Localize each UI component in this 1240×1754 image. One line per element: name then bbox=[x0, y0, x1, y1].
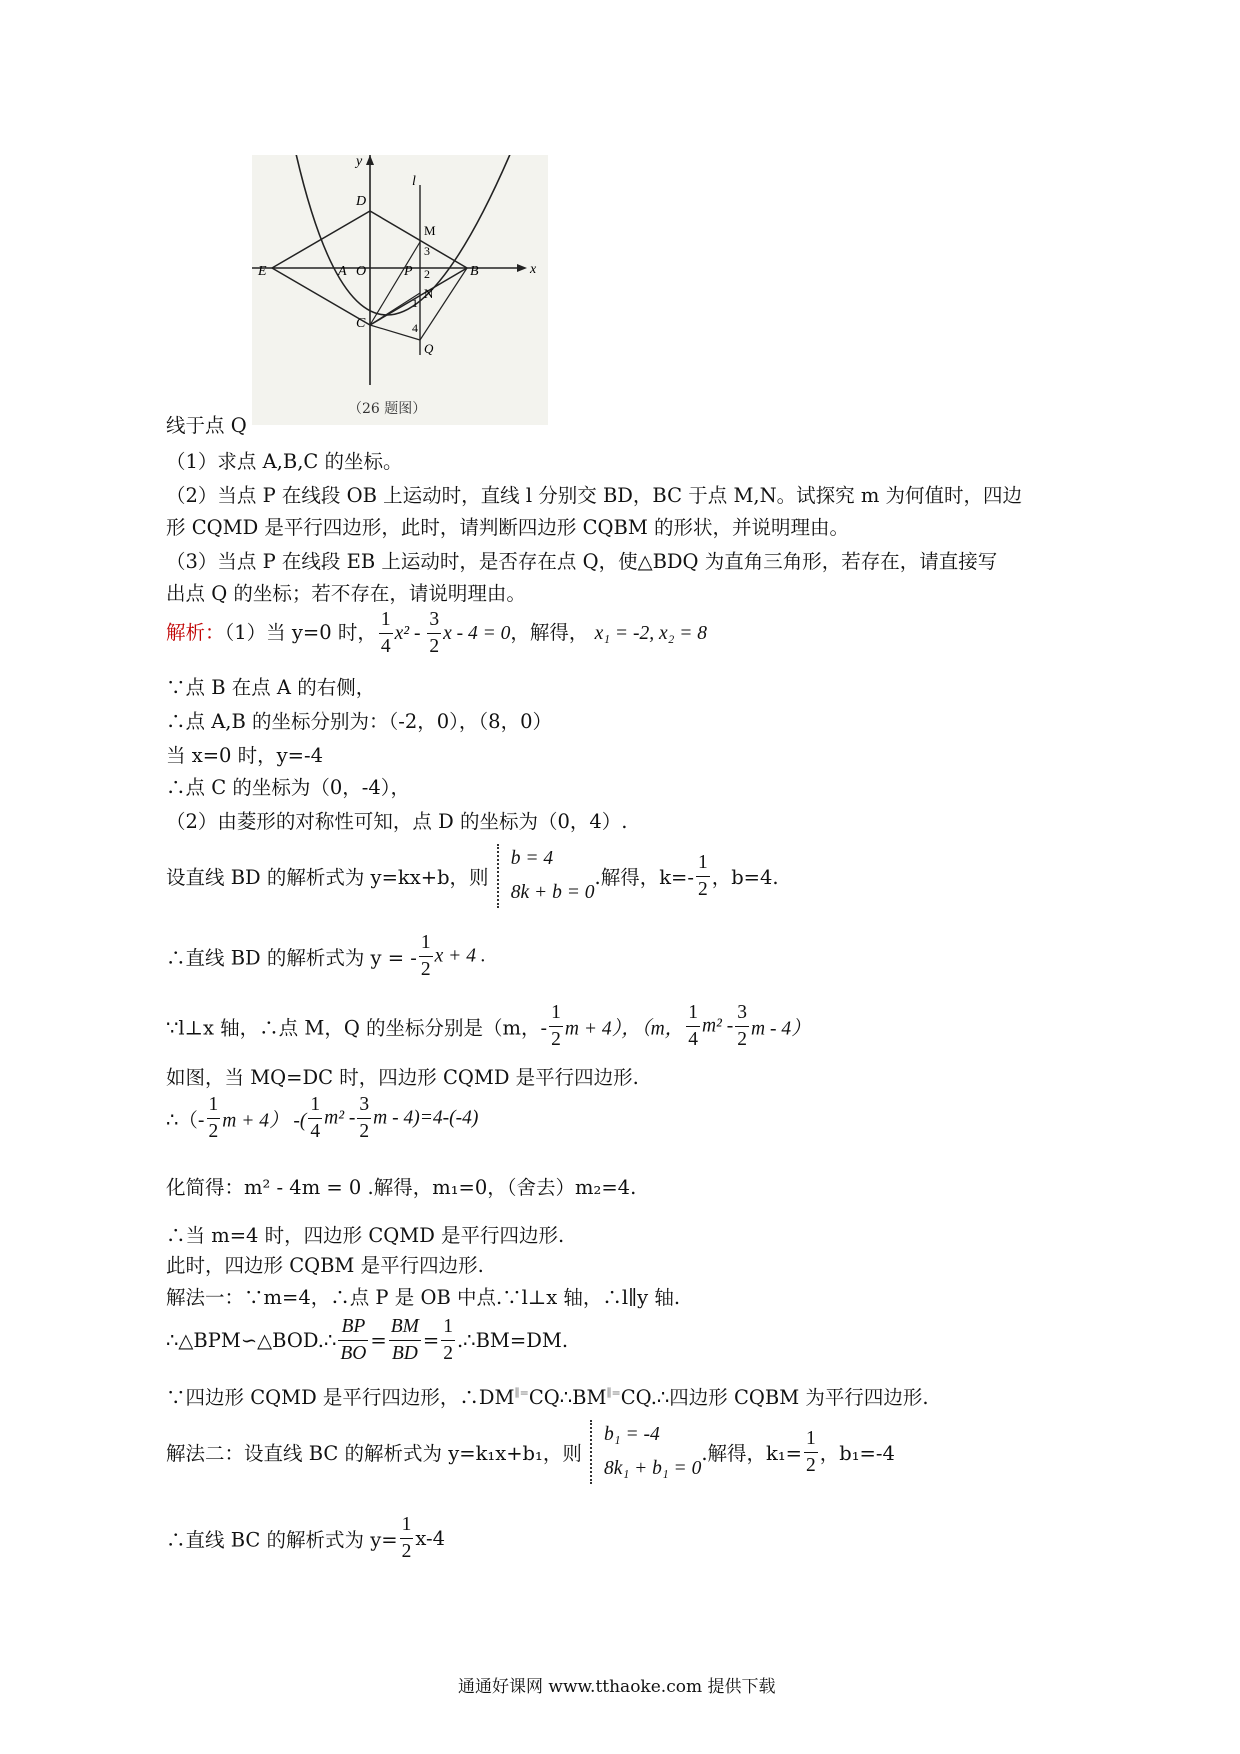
label-p: P bbox=[404, 264, 413, 279]
label-q: Q bbox=[424, 341, 434, 356]
roots: x₁ = -2, x₂ = 8 bbox=[594, 623, 708, 644]
solution-line-16: ∴△BPM∽△BOD.∴ $\frac{BP}{BO}$ = $\frac{BM}{BD}$ = $\frac{1}{2}$ .∴BM=DM. bbox=[166, 1316, 569, 1364]
label-x: x bbox=[530, 262, 537, 277]
label-y: y bbox=[356, 155, 363, 169]
solution-line-18: 解法二：设直线 BC 的解析式为 y=k₁x+b₁，则 b₁ = -4 8k₁ + b₁ = 0 .解得，k₁= $\frac{1}{2}$ ，b₁=-4 bbox=[166, 1418, 895, 1486]
label-a: A bbox=[338, 264, 347, 279]
solution-line-6: （2）由菱形的对称性可知，点 D 的坐标为（0，4）. bbox=[166, 810, 628, 833]
label-angle-4: 4 bbox=[412, 321, 418, 335]
label-l: l bbox=[412, 174, 416, 189]
parallel-equal-sign-2: ∥= bbox=[606, 1386, 621, 1400]
solution-line-3: ∴点 A,B 的坐标分别为：（-2，0），（8，0） bbox=[166, 710, 552, 733]
solution-line-8: ∴直线 BD 的解析式为 y = - $\frac{1}{2}$ x + 4 . bbox=[166, 932, 486, 980]
figure-caption: （26 题图） bbox=[348, 401, 427, 417]
label-angle-3: 3 bbox=[424, 244, 430, 258]
frac-3-2: $\frac{3}{2}$ bbox=[429, 609, 440, 657]
label-n: N bbox=[424, 286, 434, 301]
frac-1-4: $\frac{1}{4}$ bbox=[380, 609, 391, 657]
label-o: O bbox=[356, 264, 367, 279]
parallel-equal-sign-1: ∥= bbox=[514, 1386, 529, 1400]
solution-line-11: ∴（- $\frac{1}{2}$ m + 4） -( $\frac{1}{4}$ m² - $\frac{3}{2}$ m - 4)=4-(-4) bbox=[166, 1094, 479, 1142]
label-e: E bbox=[258, 264, 267, 279]
question-1: （1）求点 A,B,C 的坐标。 bbox=[166, 450, 403, 473]
x-axis-arrow bbox=[517, 264, 527, 272]
label-m: M bbox=[424, 223, 436, 238]
parabola-diagram bbox=[252, 155, 548, 425]
label-d: D bbox=[356, 194, 367, 209]
segment-cm bbox=[370, 242, 420, 325]
solution-line-19: ∴直线 BC 的解析式为 y= $\frac{1}{2}$ x-4 bbox=[166, 1514, 445, 1562]
solution-line-5: ∴点 C 的坐标为（0，-4）， bbox=[166, 776, 410, 799]
solution-line-2: ∵点 B 在点 A 的右侧， bbox=[166, 676, 376, 699]
system-bc: b₁ = -4 8k₁ + b₁ = 0 bbox=[588, 1418, 701, 1486]
y-axis-arrow bbox=[366, 155, 374, 165]
solution-line-7: 设直线 BD 的解析式为 y=kx+b，则 b = 4 8k + b = 0 .解得，k=- $\frac{1}{2}$ ，b=4. bbox=[166, 842, 779, 910]
footer-credit: 通通好课网 www.tthaoke.com 提供下载 bbox=[458, 1677, 776, 1697]
label-angle-2: 2 bbox=[424, 267, 430, 281]
line-q-intro: 线于点 Q bbox=[166, 414, 247, 437]
question-2b: 形 CQMD 是平行四边形，此时，请判断四边形 CQBM 的形状，并说明理由。 bbox=[166, 516, 850, 539]
system-bd: b = 4 8k + b = 0 bbox=[495, 842, 595, 910]
question-3a: （3）当点 P 在线段 EB 上运动时，是否存在点 Q，使△BDQ 为直角三角形，若存在，请直接写 bbox=[166, 550, 998, 573]
figure-26 bbox=[252, 155, 548, 425]
label-b: B bbox=[470, 264, 479, 279]
frac-1-2-k: $\frac{1}{2}$ bbox=[697, 851, 708, 900]
solution-line-10: 如图，当 MQ=DC 时，四边形 CQMD 是平行四边形. bbox=[166, 1066, 639, 1089]
label-c: C bbox=[356, 316, 366, 331]
solution-line-14: 此时，四边形 CQBM 是平行四边形. bbox=[166, 1254, 484, 1277]
solution-line-12: 化简得：m² - 4m = 0 .解得，m₁=0，（舍去）m₂=4. bbox=[166, 1176, 637, 1199]
question-3b: 出点 Q 的坐标；若不存在，请说明理由。 bbox=[166, 582, 526, 605]
solution-line-17: ∵四边形 CQMD 是平行四边形，∴DM∥=CQ∴BM∥=CQ.∴四边形 CQBM 为平行四边形. bbox=[166, 1386, 929, 1409]
solution-line-4: 当 x=0 时，y=-4 bbox=[166, 744, 323, 767]
parabola bbox=[294, 155, 514, 315]
solution-line-1: 解析：（1）当 y=0 时， $\frac{1}{4}$ x² - $\frac{3}{2}$ x - 4 = 0，解得， x₁ = -2, x₂ = 8 bbox=[166, 604, 707, 663]
solution-line-15: 解法一：∵m=4，∴点 P 是 OB 中点.∵l⊥x 轴，∴l∥y 轴. bbox=[166, 1286, 681, 1309]
solution-line-9: ∵l⊥x 轴，∴点 M，Q 的坐标分别是（m，- $\frac{1}{2}$ m + 4），（m， $\frac{1}{4}$ m² - $\frac{3}{2}$ m - 4） bbox=[166, 1002, 811, 1050]
label-angle-1: 1 bbox=[412, 296, 418, 310]
solution-label: 解析： bbox=[166, 621, 225, 644]
question-2a: （2）当点 P 在线段 OB 上运动时，直线 l 分别交 BD，BC 于点 M,N。试探究 m 为何值时，四边 bbox=[166, 484, 1023, 507]
solution-line-13: ∴当 m=4 时，四边形 CQMD 是平行四边形. bbox=[166, 1224, 565, 1247]
